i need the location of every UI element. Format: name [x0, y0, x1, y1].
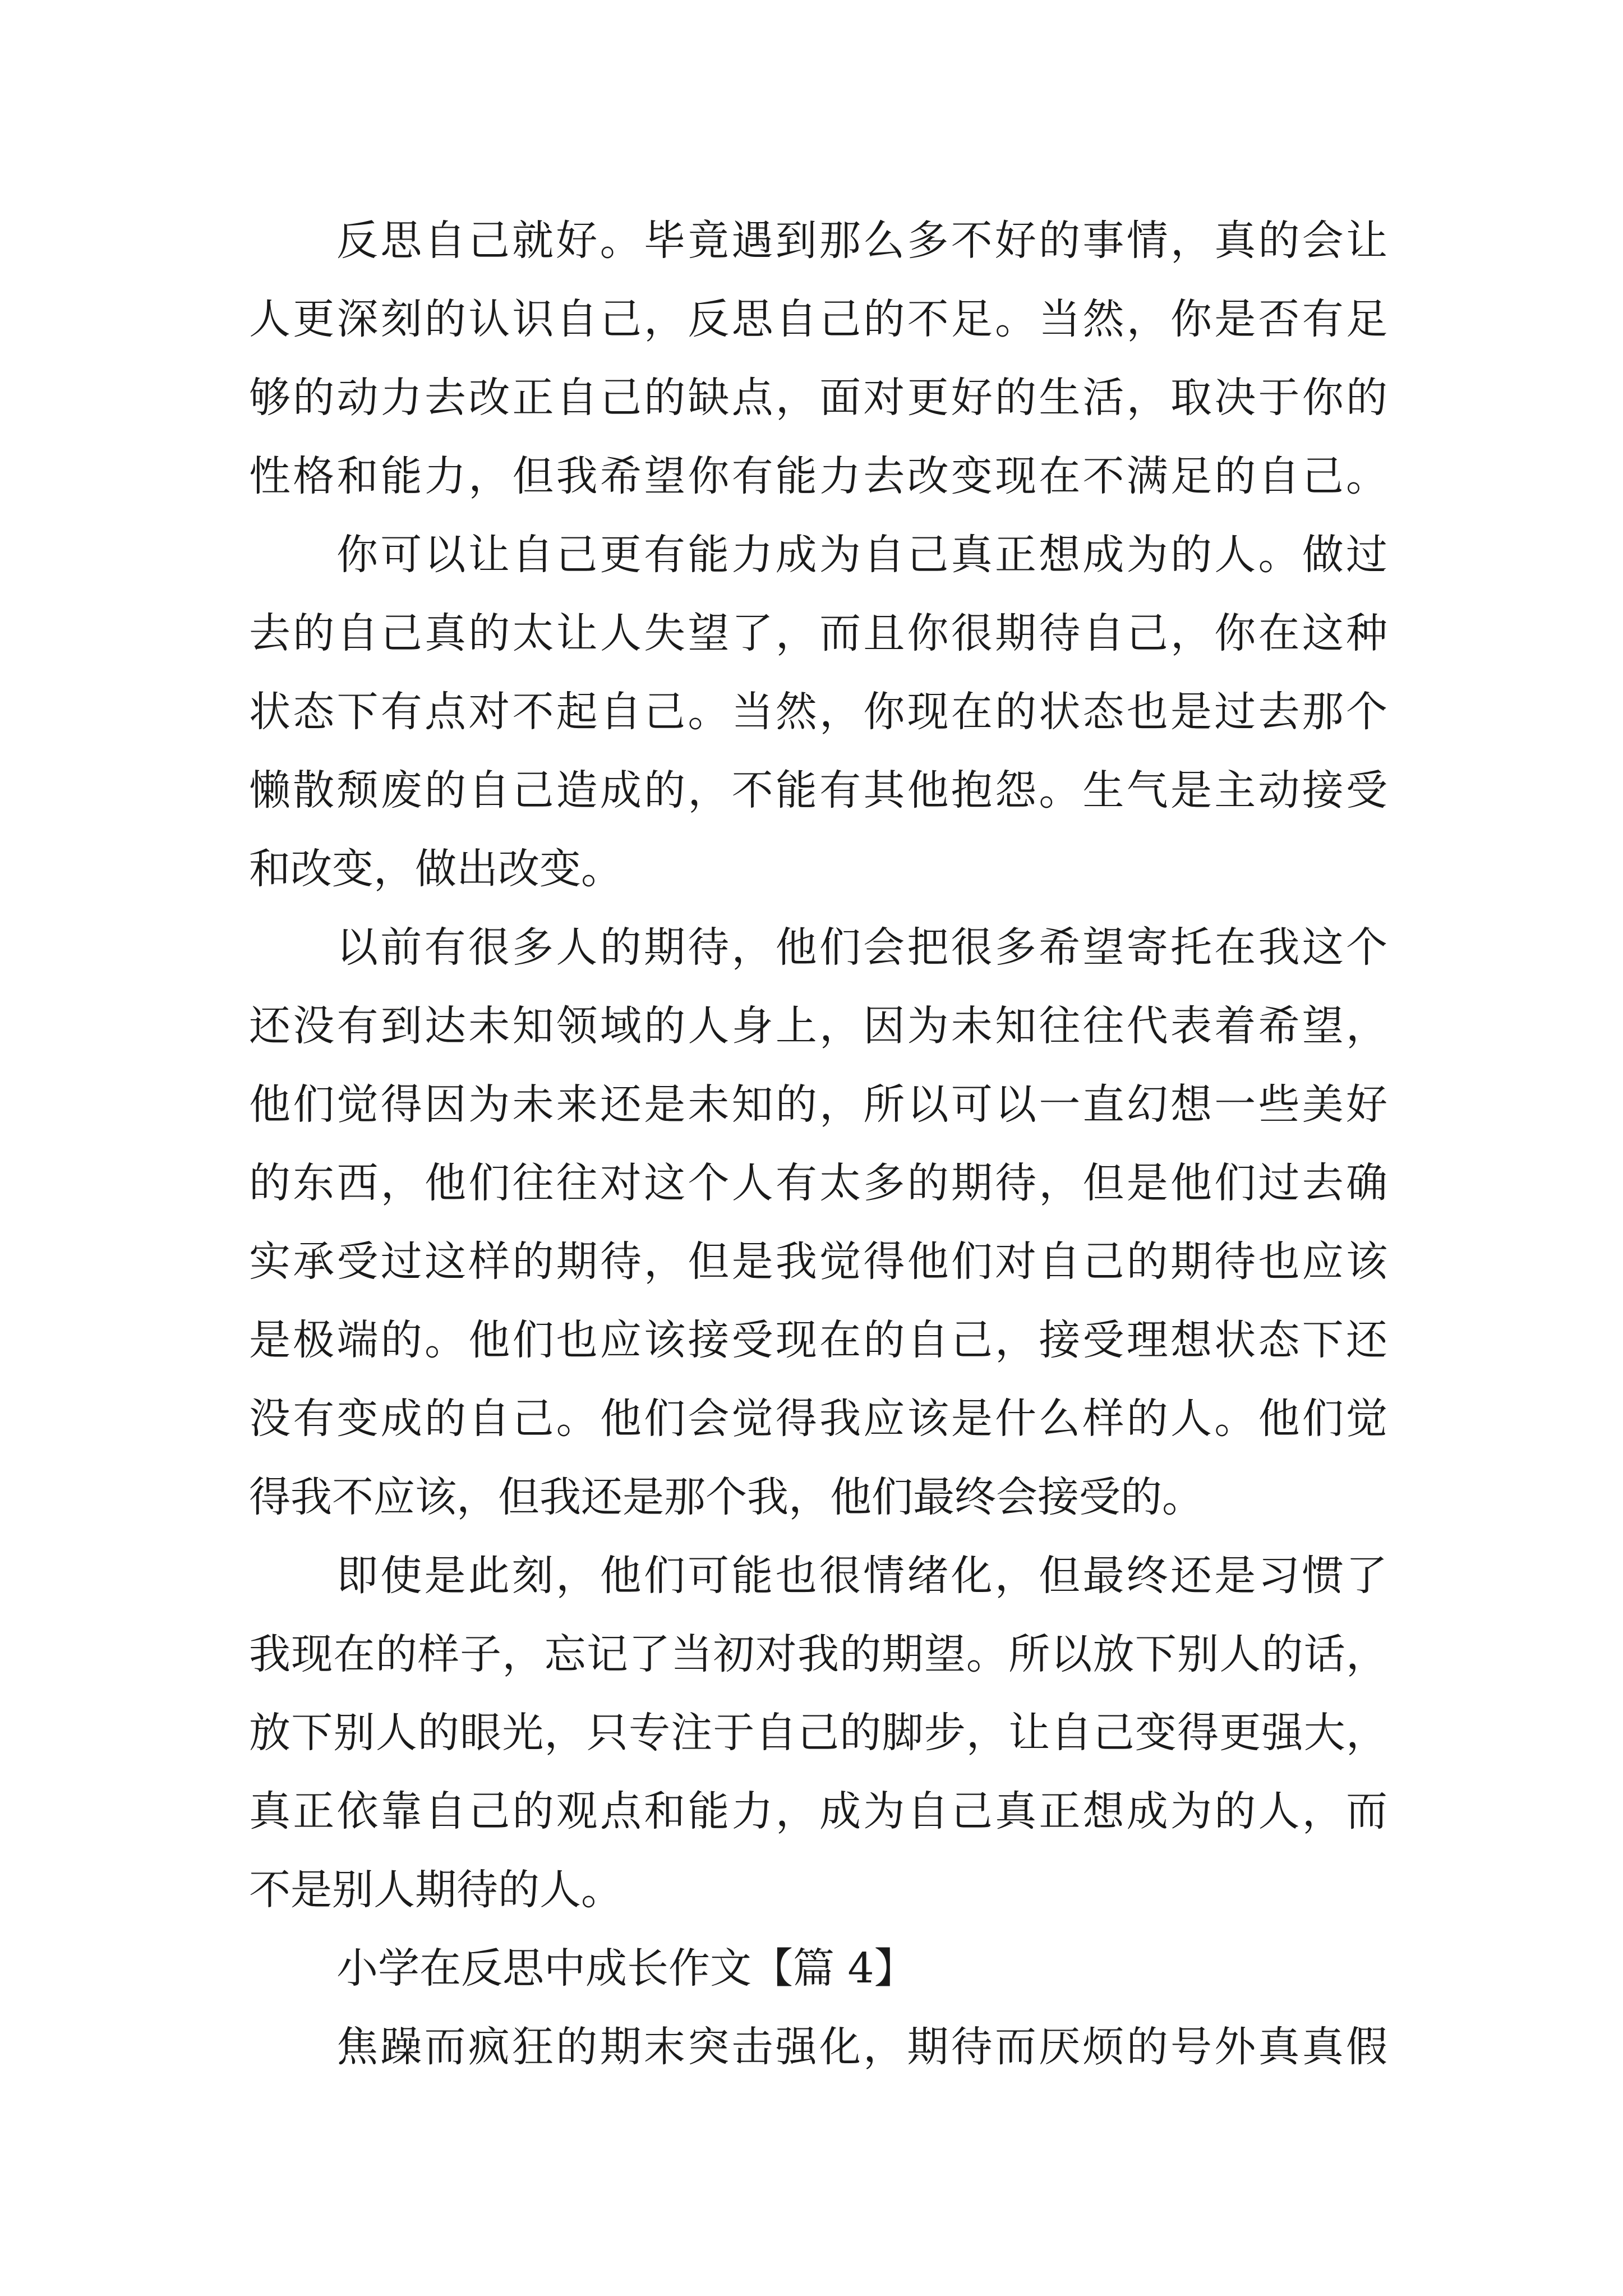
paragraph-line: 得我不应该，但我还是那个我，他们最终会接受的。 [249, 1473, 1204, 1521]
paragraph-line: 的东西，他们往往对这个人有太多的期待，但是他们过去确 [249, 1159, 1387, 1207]
paragraph-line: 懒散颓废的自己造成的，不能有其他抱怨。生气是主动接受 [249, 766, 1387, 815]
paragraph-line: 不是别人期待的人。 [249, 1866, 623, 1914]
paragraph-line: 我现在的样子，忘记了当初对我的期望。所以放下别人的话， [249, 1630, 1387, 1678]
paragraph-line: 放下别人的眼光，只专注于自己的脚步，让自己变得更强大， [249, 1709, 1387, 1757]
paragraph-line: 你可以让自己更有能力成为自己真正想成为的人。做过 [336, 531, 1387, 579]
paragraph-line: 人更深刻的认识自己，反思自己的不足。当然，你是否有足 [249, 295, 1387, 343]
paragraph-line: 没有变成的自己。他们会觉得我应该是什么样的人。他们觉 [249, 1395, 1387, 1443]
paragraph-line: 状态下有点对不起自己。当然，你现在的状态也是过去那个 [249, 688, 1387, 736]
paragraph-line: 还没有到达未知领域的人身上，因为未知往往代表着希望， [249, 1002, 1387, 1050]
paragraph-line: 去的自己真的太让人失望了，而且你很期待自己，你在这种 [249, 609, 1387, 657]
paragraph-line: 是极端的。他们也应该接受现在的自己，接受理想状态下还 [249, 1316, 1387, 1364]
paragraph-line: 焦躁而疯狂的期末突击强化，期待而厌烦的号外真真假 [336, 2023, 1387, 2071]
paragraph-line: 实承受过这样的期待，但是我觉得他们对自己的期待也应该 [249, 1237, 1387, 1286]
paragraph-line: 够的动力去改正自己的缺点，面对更好的生活，取决于你的 [249, 374, 1387, 422]
section-heading: 小学在反思中成长作文【篇 4】 [336, 1944, 916, 1993]
paragraph-line: 即使是此刻，他们可能也很情绪化，但最终还是习惯了 [336, 1552, 1387, 1600]
paragraph-line: 他们觉得因为未来还是未知的，所以可以一直幻想一些美好 [249, 1080, 1387, 1129]
paragraph-line: 和改变，做出改变。 [249, 845, 623, 893]
paragraph-line: 反思自己就好。毕竟遇到那么多不好的事情，真的会让 [336, 217, 1387, 265]
paragraph-line: 以前有很多人的期待，他们会把很多希望寄托在我这个 [336, 923, 1387, 972]
paragraph-line: 性格和能力，但我希望你有能力去改变现在不满足的自己。 [249, 452, 1387, 500]
paragraph-line: 真正依靠自己的观点和能力，成为自己真正想成为的人，而 [249, 1787, 1387, 1835]
